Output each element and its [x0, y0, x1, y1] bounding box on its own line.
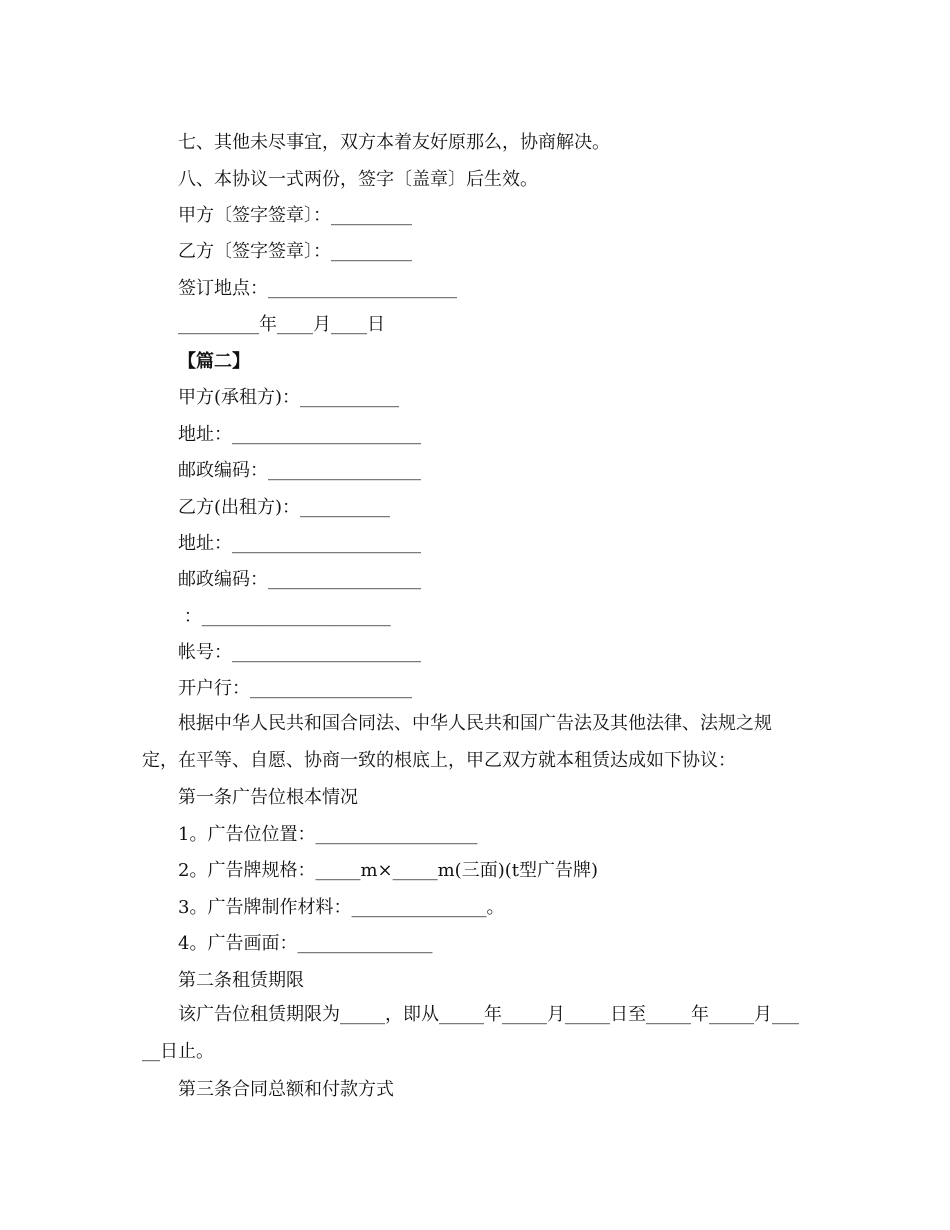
lessee-postcode-line: 邮政编码：_________________ [178, 460, 421, 481]
item-size-line: 2。广告牌规格：_____m×_____m(三面)(t型广告牌) [178, 860, 598, 881]
clause-seven: 七、其他未尽事宜，双方本着友好原那么，协商解决。 [178, 132, 610, 153]
lessor-address-line: 地址：_____________________ [178, 533, 421, 554]
item-location-line: 1。广告位位置：__________________ [178, 824, 478, 845]
lessor-postcode-line: 邮政编码：_________________ [178, 569, 421, 590]
preamble-paragraph: 根据中华人民共和国合同法、中华人民共和国广告法及其他法律、法规之规定，在平等、自愿、协商一致的根底上，甲乙双方就本租赁达成如下协议： [142, 713, 772, 771]
party-a-signature-line: 甲方〔签字签章〕：_________ [178, 205, 412, 226]
account-line: 帐号：_____________________ [178, 642, 421, 663]
item-image-line: 4。广告画面：_______________ [178, 933, 433, 954]
lessor-line: 乙方(出租方)：__________ [178, 497, 391, 518]
clause-eight: 八、本协议一式两份，签字〔盖章〕后生效。 [178, 169, 538, 190]
lease-term-paragraph: 该广告位租赁期限为_____，即从_____年_____月_____日至_____年_____月_____日止。 [142, 1004, 799, 1062]
signing-place-line: 签订地点：_____________________ [178, 278, 457, 299]
signing-date-line: _________年____月____日 [178, 314, 385, 335]
lessee-address-line: 地址：_____________________ [178, 424, 421, 445]
article-one-heading: 第一条广告位根本情况 [178, 787, 358, 808]
item-material-line: 3。广告牌制作材料：_______________。 [178, 897, 505, 918]
article-two-heading: 第二条租赁期限 [178, 970, 304, 991]
party-b-signature-line: 乙方〔签字签章〕：_________ [178, 241, 412, 262]
blank-label-line: ：_____________________ [178, 606, 391, 627]
lessee-line: 甲方(承租方)：___________ [178, 387, 400, 408]
section-heading: 【篇二】 [178, 351, 250, 372]
bank-line: 开户行：__________________ [178, 678, 412, 699]
article-three-heading: 第三条合同总额和付款方式 [178, 1079, 394, 1100]
